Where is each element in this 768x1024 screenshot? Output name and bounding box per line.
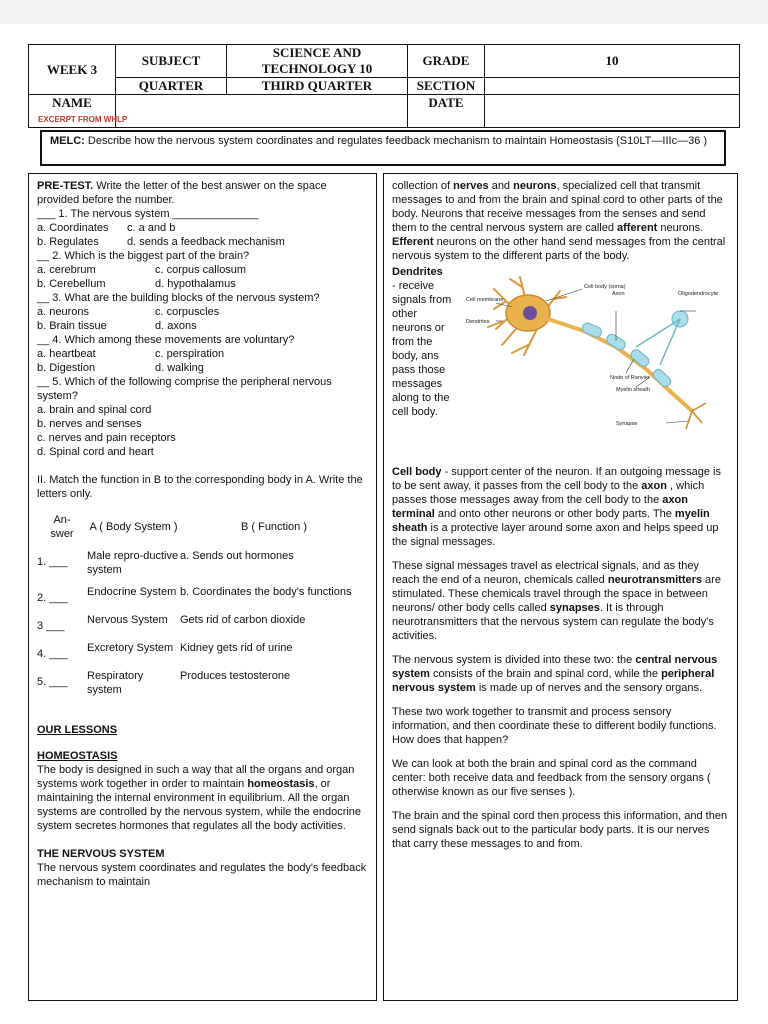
function: Produces testosterone bbox=[180, 670, 291, 682]
option: a. brain and spinal cord bbox=[37, 404, 152, 416]
text-run: and bbox=[488, 180, 514, 192]
text-run-bold: synapses bbox=[549, 602, 600, 614]
body-system: Excretory System bbox=[87, 642, 174, 654]
header-table bbox=[28, 44, 740, 128]
match-row bbox=[37, 585, 368, 605]
text-run: neurons on the other hand send messages from the central nervous system to the different parts of the body. bbox=[392, 236, 726, 262]
body-system: Male repro-ductive system bbox=[87, 550, 179, 576]
melc-box bbox=[40, 130, 726, 166]
pretest-intro bbox=[37, 179, 368, 207]
dendrites-text: - receive signals from other neurons or from the body, ans pass those messages along to the cell body. bbox=[392, 280, 452, 418]
nervous-system-title: THE NERVOUS SYSTEM bbox=[37, 848, 165, 860]
melc-label: MELC: bbox=[50, 135, 85, 147]
function: Kidney gets rid of urine bbox=[180, 642, 293, 654]
question-1 bbox=[37, 207, 368, 249]
subject-value: SCIENCE AND TECHNOLOGY 10 bbox=[227, 45, 408, 78]
text-run: These signal messages travel as electrical signals, and as they reach the end of a neuron, chemicals called bbox=[392, 560, 699, 586]
text-run: consists of the brain and spinal cord, while the bbox=[429, 668, 662, 680]
col-b-header: B ( Function ) bbox=[240, 521, 308, 533]
answer-blank[interactable]: 3 ___ bbox=[37, 620, 65, 632]
paragraph-divisions bbox=[392, 653, 729, 695]
text-run-bold: neurons bbox=[513, 180, 557, 192]
section-label: SECTION bbox=[408, 78, 485, 95]
question-text: __ 4. Which among these movements are voluntary? bbox=[37, 334, 295, 346]
question-3 bbox=[37, 291, 368, 333]
neuron-image bbox=[488, 277, 706, 429]
neuron-diagram bbox=[466, 261, 728, 441]
matching-table bbox=[37, 513, 368, 697]
option: a. cerebrum bbox=[37, 264, 96, 276]
option: a. heartbeat bbox=[37, 348, 96, 360]
text-run-bold: neurotransmitters bbox=[607, 574, 702, 586]
question-text: __ 5. Which of the following comprise the peripheral nervous system? bbox=[37, 376, 332, 402]
label-cell-membrane: Cell membrane bbox=[466, 297, 504, 303]
answer-blank[interactable]: 2. ___ bbox=[37, 592, 68, 604]
grade-value: 10 bbox=[485, 45, 740, 78]
melc-text: Describe how the nervous system coordinates and regulates feedback mechanism to maintain Homeostasis (S10LT—IIIc—36 ) bbox=[84, 135, 708, 147]
text-run-bold: axon bbox=[641, 480, 667, 492]
homeostasis-text bbox=[37, 763, 368, 833]
function: b. Coordinates the body's functions bbox=[180, 586, 352, 598]
option: d. sends a feedback mechanism bbox=[127, 236, 285, 248]
option: c. nerves and pain receptors bbox=[37, 432, 176, 444]
excerpt-note: EXCERPT FROM WHLP bbox=[38, 115, 128, 124]
option: b. Cerebellum bbox=[37, 278, 106, 290]
option: d. axons bbox=[155, 320, 197, 332]
label-cell-body: Cell body (soma) bbox=[584, 284, 626, 290]
label-synapse: Synapse bbox=[616, 421, 638, 427]
right-column bbox=[383, 173, 738, 1001]
date-value[interactable] bbox=[485, 95, 740, 128]
week-cell: WEEK 3 bbox=[29, 45, 116, 95]
axon-shape bbox=[548, 319, 692, 411]
option: b. Regulates bbox=[37, 236, 99, 248]
pretest-instructions: Write the letter of the best answer on the space provided before the number. bbox=[37, 180, 327, 206]
section-value[interactable] bbox=[485, 78, 740, 95]
text-run: . It is through neurotransmitters that the nervous system can regulate the body's activities. bbox=[392, 602, 714, 642]
option: a. neurons bbox=[37, 306, 89, 318]
text-run: , or maintaining the internal environment in equilibrium. All the organ systems are controlled by the nervous system, while the endocrine system secretes hormones that regulates all the body activities. bbox=[37, 778, 362, 832]
body-system: Endocrine System bbox=[87, 586, 177, 598]
text-run: The body is designed in such a way that all the organs and organ systems work together in order to maintain bbox=[37, 764, 355, 790]
option: d. hypothalamus bbox=[155, 278, 236, 290]
top-bar bbox=[0, 0, 768, 24]
text-run-bold: axon terminal bbox=[392, 494, 688, 520]
option: c. corpus callosum bbox=[155, 264, 247, 276]
text-run-bold: peripheral nervous system bbox=[392, 668, 715, 694]
match-row bbox=[37, 641, 368, 661]
option: c. perspiration bbox=[155, 348, 225, 360]
question-4 bbox=[37, 333, 368, 375]
dendrites-section bbox=[392, 265, 729, 445]
question-text: __ 2. Which is the biggest part of the brain? bbox=[37, 250, 250, 262]
lessons-title: OUR LESSONS bbox=[37, 724, 118, 736]
left-column bbox=[28, 173, 377, 1001]
answer-blank[interactable]: 4. ___ bbox=[37, 648, 68, 660]
body-system: Respiratory system bbox=[87, 670, 144, 696]
paragraph-command-center: We can look at both the brain and spinal cord as the command center: both receive data and feedback from the sensory organs ( otherwise known as our five senses ). bbox=[392, 758, 711, 798]
option: b. Brain tissue bbox=[37, 320, 107, 332]
grade-label: GRADE bbox=[408, 45, 485, 78]
label-oligodendrocyte: Oligodendrocyte bbox=[678, 291, 719, 297]
body-system: Nervous System bbox=[87, 614, 168, 626]
text-run: is a protective layer around some axon and helps speed up the signal messages. bbox=[392, 522, 719, 548]
text-run-bold: Efferent bbox=[392, 236, 434, 248]
option: a. Coordinates bbox=[37, 222, 109, 234]
option: c. a and b bbox=[127, 222, 176, 234]
nervous-system-text: The nervous system coordinates and regulates the body's feedback mechanism to maintain bbox=[37, 862, 367, 888]
homeostasis-title: HOMEOSTASIS bbox=[37, 750, 118, 762]
option: b. Digestion bbox=[37, 362, 96, 374]
function: a. Sends out hormones bbox=[180, 550, 294, 562]
name-label: NAME bbox=[29, 95, 116, 128]
text-run-bold: homeostasis bbox=[247, 778, 315, 790]
text-run: , which passes those messages away from the cell body to the bbox=[392, 480, 705, 506]
text-run: - support center of the neuron. If an outgoing message is to be sent away, it passes from the cell body to the bbox=[392, 466, 721, 492]
quarter-label: QUARTER bbox=[116, 78, 227, 95]
paragraph-signals bbox=[392, 559, 729, 643]
text-run-bold: central nervous system bbox=[392, 654, 718, 680]
dendrites-text-block bbox=[392, 265, 456, 419]
question-text: ___ 1. The nervous system ______________ bbox=[37, 208, 259, 220]
text-run: The nervous system is divided into these two: the bbox=[392, 654, 636, 666]
text-run-bold: nerves bbox=[453, 180, 489, 192]
nucleus-shape bbox=[523, 306, 537, 320]
paragraph-neurons bbox=[392, 179, 729, 263]
name-value[interactable] bbox=[116, 95, 408, 128]
option: c. corpuscles bbox=[155, 306, 220, 318]
function: Gets rid of carbon dioxide bbox=[180, 614, 306, 626]
quarter-value: THIRD QUARTER bbox=[227, 78, 408, 95]
text-run: is made up of nerves and the sensory organs. bbox=[475, 682, 703, 694]
paragraph-brain-spinal: The brain and the spinal cord then process this information, and then send signals back out to the particular body parts. It is our nerves that carry these messages to and from. bbox=[392, 810, 728, 850]
answer-blank[interactable]: 5. ___ bbox=[37, 676, 68, 688]
text-run-bold: myelin sheath bbox=[392, 508, 710, 534]
paragraph-coordination: These two work together to transmit and process sensory information, and then coordinate these to different bodily functions. How does that happen? bbox=[392, 706, 717, 746]
label-axon: Axon bbox=[612, 291, 625, 297]
label-dendrites: Dendrites bbox=[466, 319, 490, 325]
col-answer-header: An- swer bbox=[50, 514, 74, 540]
question-2 bbox=[37, 249, 368, 291]
text-run-bold: afferent bbox=[617, 222, 658, 234]
text-run: collection of bbox=[392, 180, 454, 192]
option: d. Spinal cord and heart bbox=[37, 446, 154, 458]
col-a-header: A ( Body System ) bbox=[89, 521, 178, 533]
matching-instructions: II. Match the function in B to the corresponding body in A. Write the letters only. bbox=[37, 474, 363, 500]
text-run: and onto other neurons or other body parts. The bbox=[434, 508, 675, 520]
dendrites-title: Dendrites bbox=[392, 266, 443, 278]
label-myelin-sheath: Myelin sheath bbox=[616, 387, 650, 393]
question-text: __ 3. What are the building blocks of the nervous system? bbox=[37, 292, 320, 304]
date-label: DATE bbox=[408, 95, 485, 128]
pretest-label: PRE-TEST. bbox=[37, 180, 94, 192]
text-run: are stimulated. These chemicals travel through the space in between neurons/ other body cells called bbox=[392, 574, 721, 614]
option: b. nerves and senses bbox=[37, 418, 142, 430]
text-run: , specialized cell that transmit messages to and from the brain and spinal cord to other parts of the body. Neurons that receive messages from the senses and send them to the central nervous system are called bbox=[392, 180, 723, 234]
paragraph-cell-body bbox=[392, 465, 729, 549]
match-row bbox=[37, 549, 368, 577]
question-5 bbox=[37, 375, 368, 459]
option: d. walking bbox=[155, 362, 204, 374]
subject-label: SUBJECT bbox=[116, 45, 227, 78]
answer-blank[interactable]: 1. ___ bbox=[37, 556, 68, 568]
text-run-bold: Cell body bbox=[392, 466, 442, 478]
label-node-of-ranvier: Node of Ranvier bbox=[610, 375, 650, 381]
text-run: neurons. bbox=[657, 222, 704, 234]
match-row bbox=[37, 669, 368, 697]
match-row bbox=[37, 613, 368, 633]
